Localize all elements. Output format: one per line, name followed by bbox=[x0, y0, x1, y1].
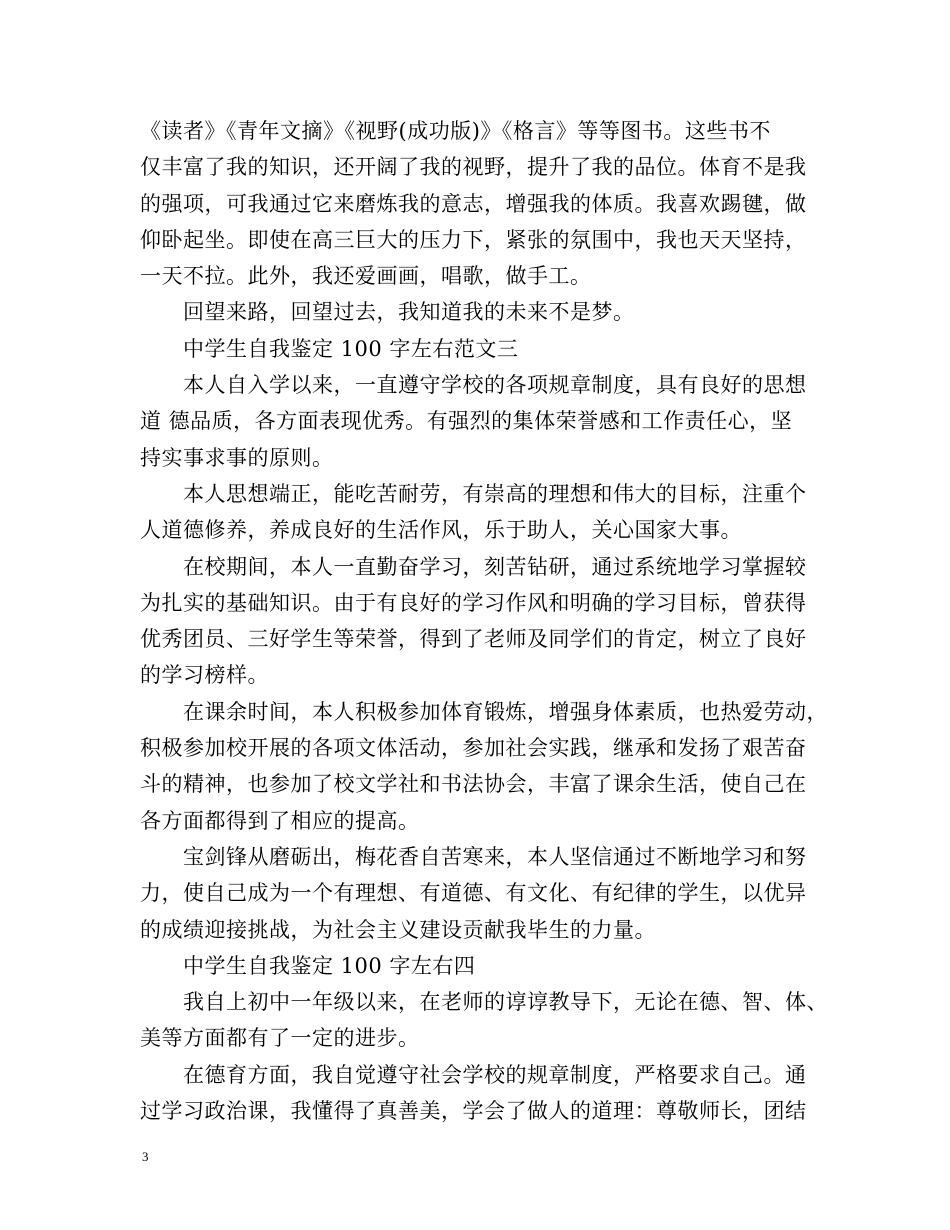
text-line: 为扎实的基础知识。由于有良好的学习作风和明确的学习目标，曾获得 bbox=[140, 590, 807, 615]
text-line: 的成绩迎接挑战，为社会主义建设贡献我毕生的力量。 bbox=[140, 917, 656, 942]
text-line: 中学生自我鉴定 100 字左右范文三 bbox=[183, 336, 519, 361]
text-line: 本人思想端正，能吃苦耐劳，有崇高的理想和伟大的目标，注重个 bbox=[183, 481, 807, 506]
text-line: 一天不拉。此外，我还爱画画，唱歌，做手工。 bbox=[140, 264, 592, 289]
text-line: 回望来路，回望过去，我知道我的未来不是梦。 bbox=[183, 300, 635, 325]
text-line: 我自上初中一年级以来，在老师的谆谆教导下，无论在德、智、体、 bbox=[183, 990, 828, 1015]
document-body bbox=[140, 113, 830, 1129]
text-line: 在德育方面，我自觉遵守社会学校的规章制度，严格要求自己。通 bbox=[183, 1062, 807, 1087]
text-line: 优秀团员、三好学生等荣誉，得到了老师及同学们的肯定，树立了良好 bbox=[140, 627, 807, 652]
page-number: 3 bbox=[142, 1149, 149, 1164]
text-line: 仰卧起坐。即使在高三巨大的压力下，紧张的氛围中，我也天天坚持， bbox=[140, 227, 807, 252]
text-line: 斗的精神，也参加了校文学社和书法协会，丰富了课余生活，使自己在 bbox=[140, 772, 807, 797]
text-line: 仅丰富了我的知识，还开阔了我的视野，提升了我的品位。体育不是我 bbox=[140, 155, 807, 180]
text-line: 中学生自我鉴定 100 字左右四 bbox=[183, 953, 476, 978]
text-line: 《读者》《青年文摘》《视野(成功版)》《格言》等等图书。这些书不 bbox=[140, 119, 771, 143]
text-line: 的学习榜样。 bbox=[140, 663, 269, 688]
text-line: 在校期间，本人一直勤奋学习，刻苦钻研，通过系统地学习掌握较 bbox=[183, 554, 807, 579]
text-line: 积极参加校开展的各项文体活动，参加社会实践，继承和发扬了艰苦奋 bbox=[140, 736, 807, 761]
text-line: 在课余时间，本人积极参加体育锻炼，增强身体素质，也热爱劳动， bbox=[183, 699, 828, 724]
text-line: 的强项，可我通过它来磨炼我的意志，增强我的体质。我喜欢踢毽，做 bbox=[140, 191, 807, 216]
text-line: 力，使自己成为一个有理想、有道德、有文化、有纪律的学生，以优异 bbox=[140, 881, 807, 906]
text-line: 道 德品质，各方面表现优秀。有强烈的集体荣誉感和工作责任心，坚 bbox=[140, 409, 793, 434]
text-line: 各方面都得到了相应的提高。 bbox=[140, 808, 420, 833]
text-line: 宝剑锋从磨砺出，梅花香自苦寒来，本人坚信通过不断地学习和努 bbox=[183, 844, 807, 869]
text-line: 本人自入学以来，一直遵守学校的各项规章制度，具有良好的思想 bbox=[183, 373, 807, 398]
text-line: 持实事求事的原则。 bbox=[140, 445, 334, 470]
text-line: 美等方面都有了一定的进步。 bbox=[140, 1026, 420, 1051]
text-line: 人道德修养，养成良好的生活作风，乐于助人，关心国家大事。 bbox=[140, 518, 742, 543]
text-line: 过学习政治课，我懂得了真善美，学会了做人的道理：尊敬师长，团结 bbox=[140, 1099, 807, 1124]
